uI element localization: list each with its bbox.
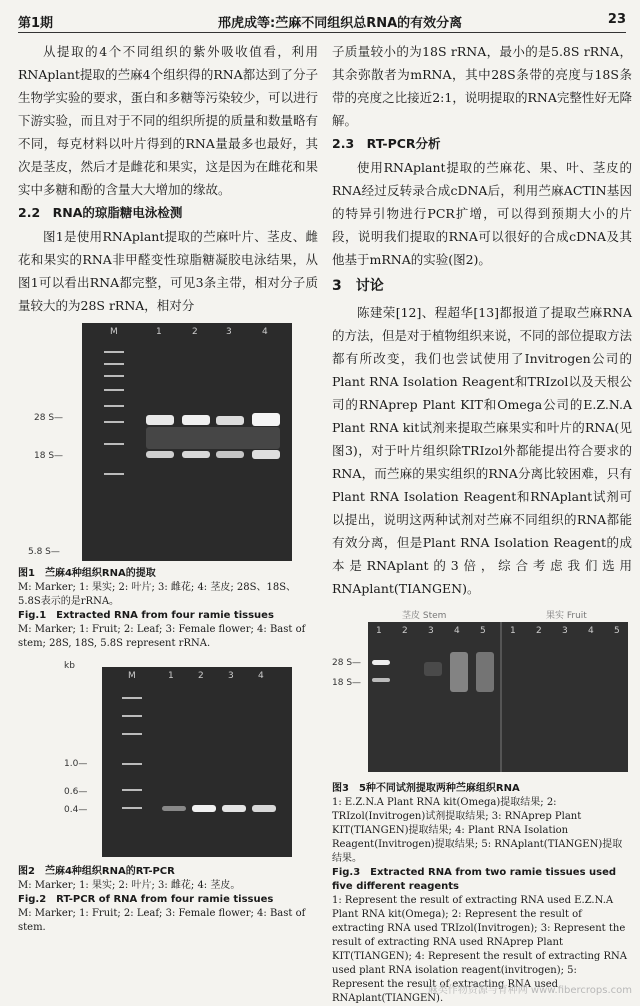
fig3-stem-lane-5: 5: [480, 626, 486, 636]
fig2-caption: [18, 865, 318, 935]
page-number: 23: [607, 12, 626, 27]
fig1-cap-en-title: Fig.1 Extracted RNA from four ramie tissues: [18, 610, 274, 621]
fig3-group-fruit: 果实 Fruit: [546, 611, 587, 621]
fig1-gel-image: [82, 323, 292, 561]
fig3-marker-28s: 28 S—: [332, 658, 362, 668]
fig1-lane-4: 4: [262, 327, 268, 337]
fig2-marker-0-6: 0.6—: [64, 787, 88, 797]
fig3-cap-cn-body: 1: E.Z.N.A Plant RNA kit(Omega)提取结果; 2: TRIzol(Invitrogen)试剂提取结果; 3: RNAprep Plant KIT(TIANGEN)提取结果; 4: Plant RNA Isolation Reagent(Invitrogen)提取结果; 5: RNAplant(TIANGEN)提取结果。: [332, 797, 623, 864]
fig1-marker-18s: 18 S—: [34, 451, 64, 461]
fig2-marker-0-4: 0.4—: [64, 805, 88, 815]
section-2-3-heading: 2.3 RT-PCR分析: [332, 136, 441, 151]
right-paragraph-1: 子质量较小的为18S rRNA，最小的是5.8S rRNA，其余弥散者为mRNA，其中28S条带的亮度与18S条带的亮度之比接近2:1，说明提取的RNA完整性好无降解。: [332, 44, 632, 128]
section-3-heading: 3 讨论: [332, 278, 384, 294]
left-paragraph-1: 从提取的4个不同组织的紫外吸收值看，利用RNAplant提取的苎麻4个组织得的RNA都达到了分子生物学实验的要求，蛋白和多糖等污染较少，可以进行下游实验，而且对于不同的组织所提的质量和数量略有不同，每克材料以叶片得到的RNA量最多也最好，其次是茎皮，然后才是雌花和果实，这是因为在雌花和果实中多糖和酚的含量大大增加的缘故。: [18, 44, 319, 197]
fig3-cap-cn-title: 图3 5种不同试剂提取两种苎麻组织RNA: [332, 783, 520, 794]
fig3-fruit-lane-5: 5: [614, 626, 620, 636]
right-paragraph-3: 陈建荣[12]、程超华[13]都报道了提取苎麻RNA的方法，但是对于植物组织来说，不同的部位提取方法都有所改变，我们也尝试使用了Invitrogen公司的Plant RNA Isolation Reagent和TRIzol以及天根公司的RNAprep Plant KIT和Omega公司的E.Z.N.A Plant RNA kit试剂来提取苎麻果实和叶片的RNA(见图3)，对于叶片组织除TRIzol外都能提出符合要求的RNA，而苎麻的果实组织的RNA分离比较困难，只有Plant RNA Isolation Reagent和RNAplant试剂可以提出，说明这两种试剂对苎麻不同组织的RNA都能有效分离，但是Plant RNA Isolation Reagent的成本是RNAplant的3倍，综合考虑我们选用RNAplant(TIANGEN)。: [332, 305, 633, 596]
right-column: [332, 40, 632, 1006]
fig1-lane-1: 1: [156, 327, 162, 337]
fig2-marker-1-0: 1.0—: [64, 759, 88, 769]
fig3-fruit-lane-2: 2: [536, 626, 542, 636]
fig3-fruit-lane-3: 3: [562, 626, 568, 636]
fig2-cap-cn-title: 图2 苎麻4种组织RNA的RT-PCR: [18, 866, 175, 877]
fig1-marker-28s: 28 S—: [34, 413, 64, 423]
fig1-lane-3: 3: [226, 327, 232, 337]
fig2-cap-en-body: M: Marker; 1: Fruit; 2: Leaf; 3: Female flower; 4: Bast of stem.: [18, 908, 306, 933]
fig2-lane-M: M: [128, 671, 136, 681]
fig3-marker-18s: 18 S—: [332, 678, 362, 688]
fig3-stem-lane-4: 4: [454, 626, 460, 636]
fig1-marker-58s: 5.8 S—: [28, 547, 60, 557]
fig1-cap-cn-body: M: Marker; 1: 果实; 2: 叶片; 3: 雌花; 4: 茎皮; 28S、18S、5.8S表示的是rRNA。: [18, 582, 297, 607]
fig2-cap-en-title: Fig.2 RT-PCR of RNA from four ramie tissues: [18, 894, 274, 905]
fig3-cap-en-title: Fig.3 Extracted RNA from two ramie tissues used five different reagents: [332, 867, 617, 892]
fig2-lane-4: 4: [258, 671, 264, 681]
fig1-caption: [18, 567, 318, 651]
fig2-cap-cn-body: M: Marker; 1: 果实; 2: 叶片; 3: 雌花; 4: 茎皮。: [18, 880, 241, 891]
fig1-lane-2: 2: [192, 327, 198, 337]
left-column: [18, 40, 318, 935]
watermark: 麻类作物资源与育种网 www.fibercrops.com: [427, 985, 632, 996]
section-2-2-heading: 2.2 RNA的琼脂糖电泳检测: [18, 205, 183, 220]
figure-2: [18, 661, 318, 861]
running-title: 邢虎成等:苎麻不同组织总RNA的有效分离: [218, 16, 463, 31]
fig2-lane-2: 2: [198, 671, 204, 681]
fig2-gel-image: [102, 667, 292, 857]
fig3-fruit-lane-1: 1: [510, 626, 516, 636]
figure-3: [332, 608, 632, 778]
fig3-gel-image: [368, 622, 628, 772]
left-paragraph-2: 图1是使用RNAplant提取的苎麻叶片、茎皮、雌花和果实的RNA非甲醛变性琼脂糖凝胶电泳结果，从图1可以看出RNA都完整，可见3条主带，相对分子质量较大的为28S rRNA，相对分: [18, 229, 318, 313]
page-header: [18, 8, 626, 30]
fig2-unit: kb: [64, 661, 75, 671]
fig3-stem-lane-3: 3: [428, 626, 434, 636]
fig2-lane-3: 3: [228, 671, 234, 681]
right-paragraph-2: 使用RNAplant提取的苎麻花、果、叶、茎皮的RNA经过反转录合成cDNA后，利用苎麻ACTIN基因的特异引物进行PCR扩增，可以得到预期大小的片段，说明我们提取的RNA可以很好的合成cDNA及其他基于mRNA的实验(图2)。: [332, 160, 632, 267]
fig3-caption: [332, 782, 632, 1006]
header-rule: [18, 32, 626, 33]
issue-number: 第1期: [18, 16, 54, 31]
fig1-lane-M: M: [110, 327, 118, 337]
fig2-lane-1: 1: [168, 671, 174, 681]
figure-1: [18, 323, 318, 563]
fig3-stem-lane-2: 2: [402, 626, 408, 636]
fig3-cap-en-body: 1: Represent the result of extracting RNA used E.Z.N.A Plant RNA kit(Omega); 2: Represent the result of extracting RNA used TRIzol(Invitrogen); 3: Represent the result of extracting RNA used RNAprep Plant KIT(TIANGEN); 4: Represent the result of extracting RNA used plant RNA isolation reagent(invitrogen); 5: Represent the result of extracting RNA used RNAplant(TIANGEN).: [332, 895, 627, 1004]
fig1-cap-cn-title: 图1 苎麻4种组织RNA的提取: [18, 568, 156, 579]
fig3-fruit-lane-4: 4: [588, 626, 594, 636]
fig1-cap-en-body: M: Marker; 1: Fruit; 2: Leaf; 3: Female flower; 4: Bast of stem; 28S, 18S, 5.8S represent rRNA.: [18, 624, 306, 649]
fig3-stem-lane-1: 1: [376, 626, 382, 636]
fig3-group-stem: 茎皮 Stem: [402, 611, 447, 621]
